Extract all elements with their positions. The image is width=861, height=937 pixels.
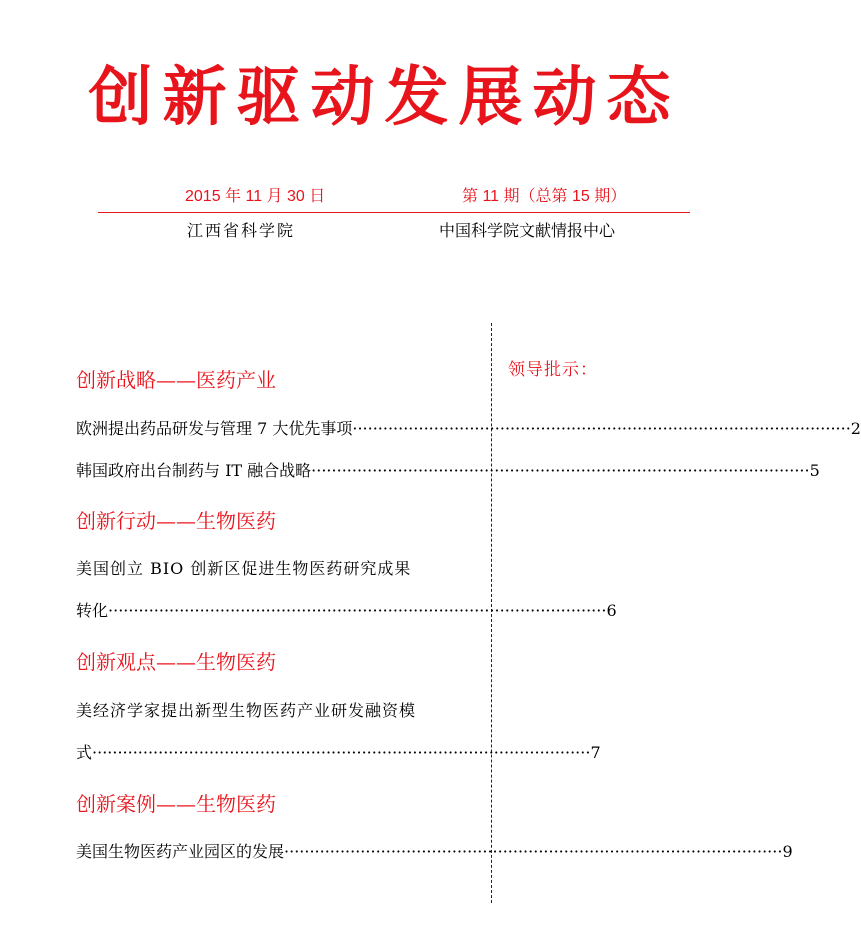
section-heading: 创新行动——生物医药	[76, 509, 276, 533]
toc-entry[interactable]	[76, 600, 617, 622]
toc-entry-title: 式	[76, 743, 93, 762]
publisher-name: 江西省科学院	[187, 221, 296, 240]
toc-entry-title: 转化	[76, 601, 109, 620]
section-heading: 创新战略——医药产业	[76, 368, 276, 392]
toc-leader-dots: ··································································································	[92, 743, 591, 762]
header-rule	[98, 212, 690, 213]
section-heading: 创新观点——生物医药	[76, 650, 276, 674]
masthead-title: 创新驱动发展动态	[88, 60, 681, 135]
toc-entry-page: 2	[850, 419, 861, 438]
issue-date: 2015 年 11 月 30 日	[185, 188, 326, 205]
section-heading: 创新案例——生物医药	[76, 792, 276, 816]
toc-entry-page: 5	[809, 461, 820, 480]
toc-leader-dots: ··································································································	[352, 419, 851, 438]
toc-entry-page: 9	[782, 842, 793, 861]
toc-entry-line-1[interactable]: 美经济学家提出新型生物医药产业研发融资模	[76, 701, 417, 720]
toc-entry-title: 美国生物医药产业园区的发展	[76, 842, 285, 861]
toc-entry[interactable]	[76, 418, 861, 440]
toc-entry-page: 7	[590, 743, 601, 762]
toc-entry[interactable]	[76, 460, 820, 482]
partner-name: 中国科学院文献情报中心	[439, 221, 616, 240]
toc-leader-dots: ··································································································	[108, 601, 607, 620]
issue-number: 第 11 期（总第 15 期）	[462, 188, 627, 205]
toc-entry-title: 韩国政府出台制药与 IT 融合战略	[76, 461, 312, 480]
toc-entry[interactable]	[76, 742, 601, 764]
toc-entry-page: 6	[606, 601, 617, 620]
toc-leader-dots: ··································································································	[311, 461, 810, 480]
toc-entry-line-1[interactable]: 美国创立 BIO 创新区促进生物医药研究成果	[76, 559, 412, 578]
toc-leader-dots: ··································································································	[284, 842, 783, 861]
toc-entry[interactable]	[76, 841, 793, 863]
toc-entry-title: 欧洲提出药品研发与管理 7 大优先事项	[76, 419, 353, 438]
leader-note-label: 领导批示：	[508, 360, 598, 380]
